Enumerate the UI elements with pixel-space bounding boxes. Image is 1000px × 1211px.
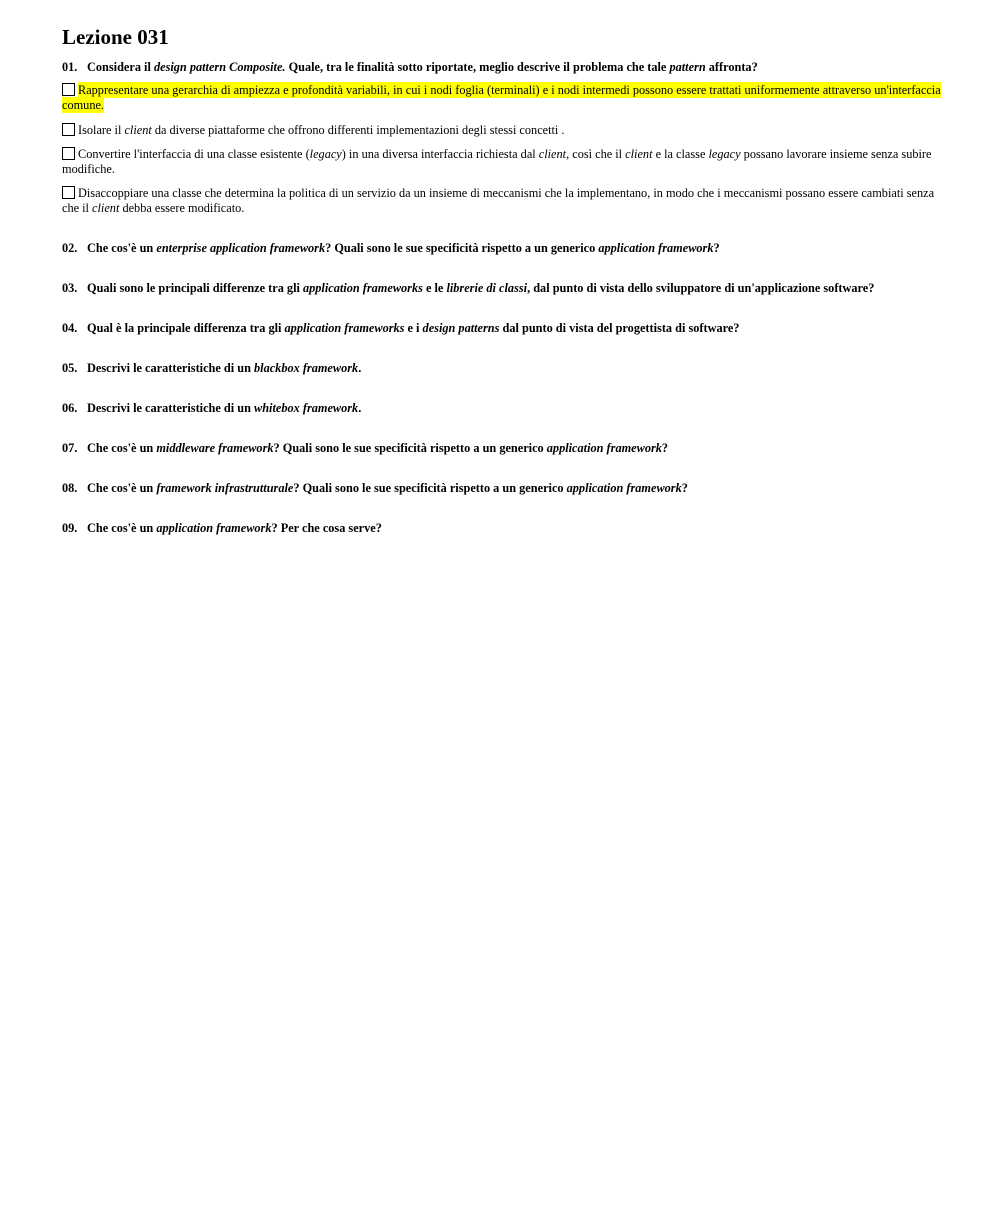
question-number: 05. [62, 361, 78, 375]
answer-checkbox[interactable] [62, 147, 75, 160]
question-03: 03. Quali sono le principali differenze tra gli application frameworks e le librerie di classi, dal punto di vista dello sviluppatore di un'applicazione software? [62, 281, 875, 295]
question-06: 06. Descrivi le caratteristiche di un whitebox framework. [62, 401, 362, 415]
question-01: 01. Considera il design pattern Composite. Quale, tra le finalità sotto riportate, meglio descrive il problema che tale pattern affronta? [62, 60, 758, 74]
question-05: 05. Descrivi le caratteristiche di un blackbox framework. [62, 361, 362, 375]
answer-checkbox[interactable] [62, 123, 75, 136]
answer-checkbox[interactable] [62, 83, 75, 96]
highlighted-answer-text: Rappresentare una gerarchia di ampiezza e profondità variabili, in cui i nodi foglia (terminali) e i nodi intermedi possono essere trattati uniformemente attraverso un'interfaccia comune. [62, 83, 941, 112]
question-09: 09. Che cos'è un application framework? Per che cosa serve? [62, 521, 382, 535]
answer-option-3: Convertire l'interfaccia di una classe esistente (legacy) in una diversa interfaccia richiesta dal client, così che il client e la classe legacy possano lavorare insieme senza subire modifiche. [62, 147, 932, 176]
question-number: 07. [62, 441, 78, 455]
question-number: 04. [62, 321, 78, 335]
document-page [62, 24, 942, 561]
answer-checkbox[interactable] [62, 186, 75, 199]
question-list [62, 241, 942, 536]
question-07: 07. Che cos'è un middleware framework? Quali sono le sue specificità rispetto a un generico application framework? [62, 441, 669, 455]
question-number: 02. [62, 241, 78, 255]
question-number: 06. [62, 401, 78, 415]
question-number: 03. [62, 281, 78, 295]
answer-option-2: Isolare il client da diverse piattaforme che offrono differenti implementazioni degli stessi concetti . [62, 123, 942, 138]
answer-option-1 [62, 83, 942, 113]
question-08: 08. Che cos'è un framework infrastrutturale? Quali sono le sue specificità rispetto a un generico application framework? [62, 481, 688, 495]
answer-option-4: Disaccoppiare una classe che determina la politica di un servizio da un insieme di meccanismi che la implementano, in modo che i meccanismi possano essere cambiati senza che il client debba essere modificato. [62, 186, 935, 215]
question-number: 01. [62, 60, 78, 74]
question-number: 08. [62, 481, 78, 495]
question-04: 04. Qual è la principale differenza tra gli application frameworks e i design patterns dal punto di vista del progettista di software? [62, 321, 740, 335]
question-number: 09. [62, 521, 78, 535]
lesson-title: Lezione 031 [62, 25, 169, 49]
question-02: 02. Che cos'è un enterprise application framework? Quali sono le sue specificità rispetto a un generico application framework? [62, 241, 720, 255]
